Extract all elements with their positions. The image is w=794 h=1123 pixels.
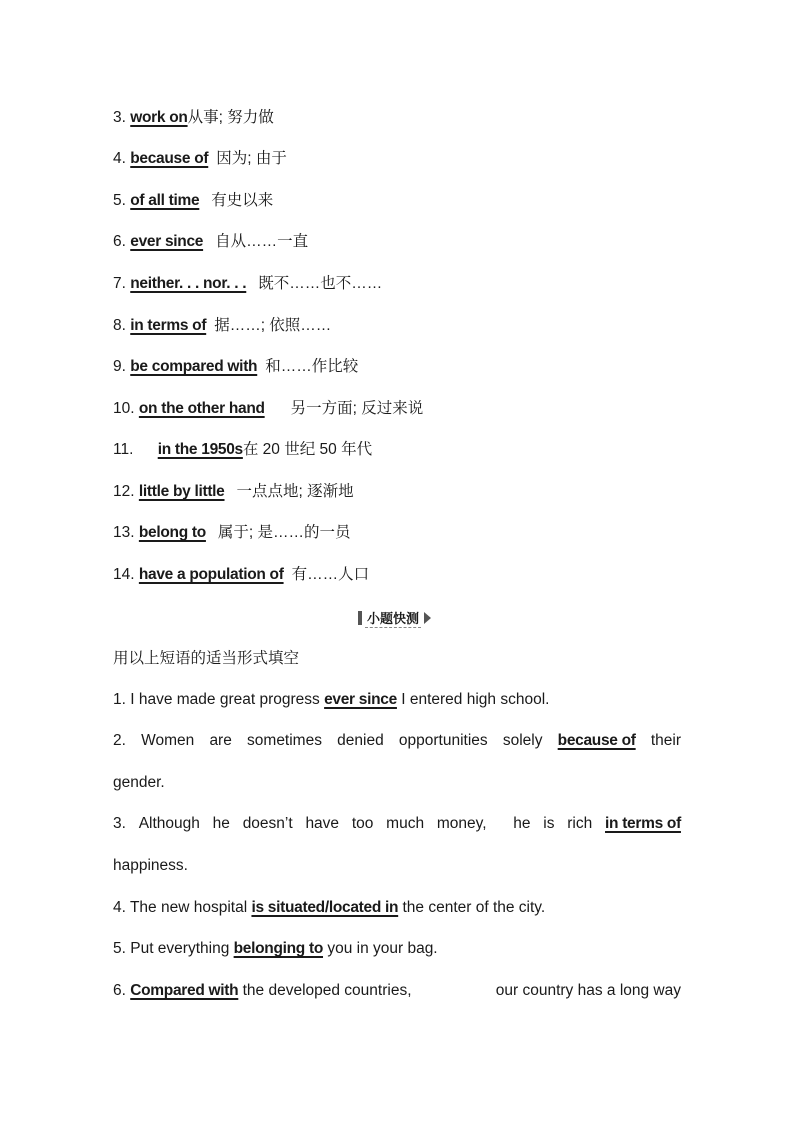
phrase-item — [113, 108, 274, 128]
word: he — [212, 815, 230, 832]
exercise-4 — [113, 898, 681, 918]
exercise-answer: belonging to — [233, 940, 324, 957]
phrase-text: in terms of — [130, 317, 207, 334]
word: opportunities — [398, 732, 488, 749]
phrase-meaning: 另一方面; 反过来说 — [290, 400, 424, 417]
phrase-meaning: 属于; 是……的一员 — [217, 524, 351, 541]
phrase-meaning: 据……; 依照…… — [214, 317, 332, 334]
item-number: 6. — [113, 233, 126, 250]
word: 2. — [113, 732, 126, 749]
word: have — [305, 815, 340, 832]
item-number: 5. — [113, 192, 126, 209]
exercise-6 — [113, 981, 681, 1001]
phrase-item — [113, 440, 372, 460]
phrase-meaning: 一点点地; 逐渐地 — [236, 483, 354, 500]
phrase-meaning: 有……人口 — [291, 566, 370, 583]
phrase-item — [113, 316, 331, 336]
exercise-text: the center of the city. — [398, 899, 546, 916]
exercise-answer: ever since — [324, 691, 397, 708]
phrase-item — [113, 357, 358, 377]
word: money, — [436, 815, 487, 832]
phrase-text: work on — [130, 109, 188, 126]
word: Although — [138, 815, 200, 832]
word: solely — [502, 732, 543, 749]
word: he — [513, 815, 531, 832]
phrase-text: in the 1950s — [157, 441, 243, 458]
phrase-item — [113, 565, 369, 585]
phrase-text: because of — [130, 150, 209, 167]
triangle-right-icon — [424, 612, 431, 624]
phrase-text: have a population of — [138, 566, 284, 583]
phrase-item — [113, 191, 273, 211]
phrase-text: be compared with — [130, 358, 258, 375]
phrase-meaning: 有史以来 — [211, 192, 274, 209]
item-number: 7. — [113, 275, 126, 292]
exercise-text: the developed countries, — [238, 982, 412, 999]
item-number: 14. — [113, 566, 135, 583]
phrase-text: belong to — [138, 524, 206, 541]
phrase-item — [113, 232, 308, 252]
exercise-text: 6. — [113, 982, 131, 999]
word: 3. — [113, 815, 126, 832]
item-number: 13. — [113, 524, 135, 541]
exercise-5 — [113, 939, 681, 959]
section-tag-label: 小题快测 — [365, 608, 421, 628]
word: sometimes — [247, 732, 322, 749]
phrase-text: on the other hand — [138, 400, 265, 417]
phrase-meaning: 既不……也不…… — [258, 275, 383, 292]
exercise-answer: in terms of — [605, 815, 681, 832]
item-number: 4. — [113, 150, 126, 167]
exercise-text: 4. The new hospital — [113, 899, 252, 916]
item-number: 9. — [113, 358, 126, 375]
exercise-text: 1. I have made great progress — [113, 691, 325, 708]
exercise-answer: is situated/located in — [251, 899, 399, 916]
phrase-text: neither. . . nor. . . — [130, 275, 247, 292]
exercise-text: you in your bag. — [323, 940, 438, 957]
word: denied — [337, 732, 384, 749]
item-number: 10. — [113, 400, 135, 417]
section-tag — [358, 608, 431, 628]
phrase-text: of all time — [130, 192, 200, 209]
exercise-text: I entered high school. — [396, 691, 550, 708]
exercise-2 — [113, 731, 681, 751]
phrase-item — [113, 274, 382, 294]
section-bar-icon — [358, 611, 362, 625]
exercise-text: 5. Put everything — [113, 940, 234, 957]
word: doesn’t — [242, 815, 293, 832]
phrase-item — [113, 523, 351, 543]
word: Women — [141, 732, 195, 749]
item-number: 11. — [113, 441, 134, 458]
exercise-1 — [113, 690, 681, 710]
phrase-meaning: 在 20 世纪 50 年代 — [242, 441, 373, 458]
exercise-text: our country has a long way — [495, 982, 681, 999]
phrase-meaning: 从事; 努力做 — [187, 109, 274, 126]
item-number: 8. — [113, 317, 126, 334]
phrase-text: little by little — [138, 483, 225, 500]
phrase-meaning: 自从……一直 — [215, 233, 309, 250]
word: too — [351, 815, 374, 832]
word: rich — [567, 815, 593, 832]
exercise-answer: because of — [557, 732, 636, 749]
word: their — [650, 732, 681, 749]
exercise-answer: Compared with — [130, 982, 239, 999]
exercise-2-continued: gender. — [113, 774, 165, 791]
phrase-item — [113, 399, 423, 419]
exercise-3 — [113, 814, 681, 834]
phrase-text: ever since — [130, 233, 204, 250]
word: are — [209, 732, 232, 749]
phrase-item — [113, 482, 354, 502]
item-number: 12. — [113, 483, 135, 500]
phrase-meaning: 因为; 由于 — [216, 150, 287, 167]
phrase-item — [113, 149, 287, 169]
word: is — [543, 815, 555, 832]
item-number: 3. — [113, 109, 126, 126]
phrase-meaning: 和……作比较 — [265, 358, 359, 375]
word: much — [386, 815, 425, 832]
exercise-3-continued: happiness. — [113, 857, 188, 874]
section-instruction: 用以上短语的适当形式填空 — [113, 650, 300, 667]
